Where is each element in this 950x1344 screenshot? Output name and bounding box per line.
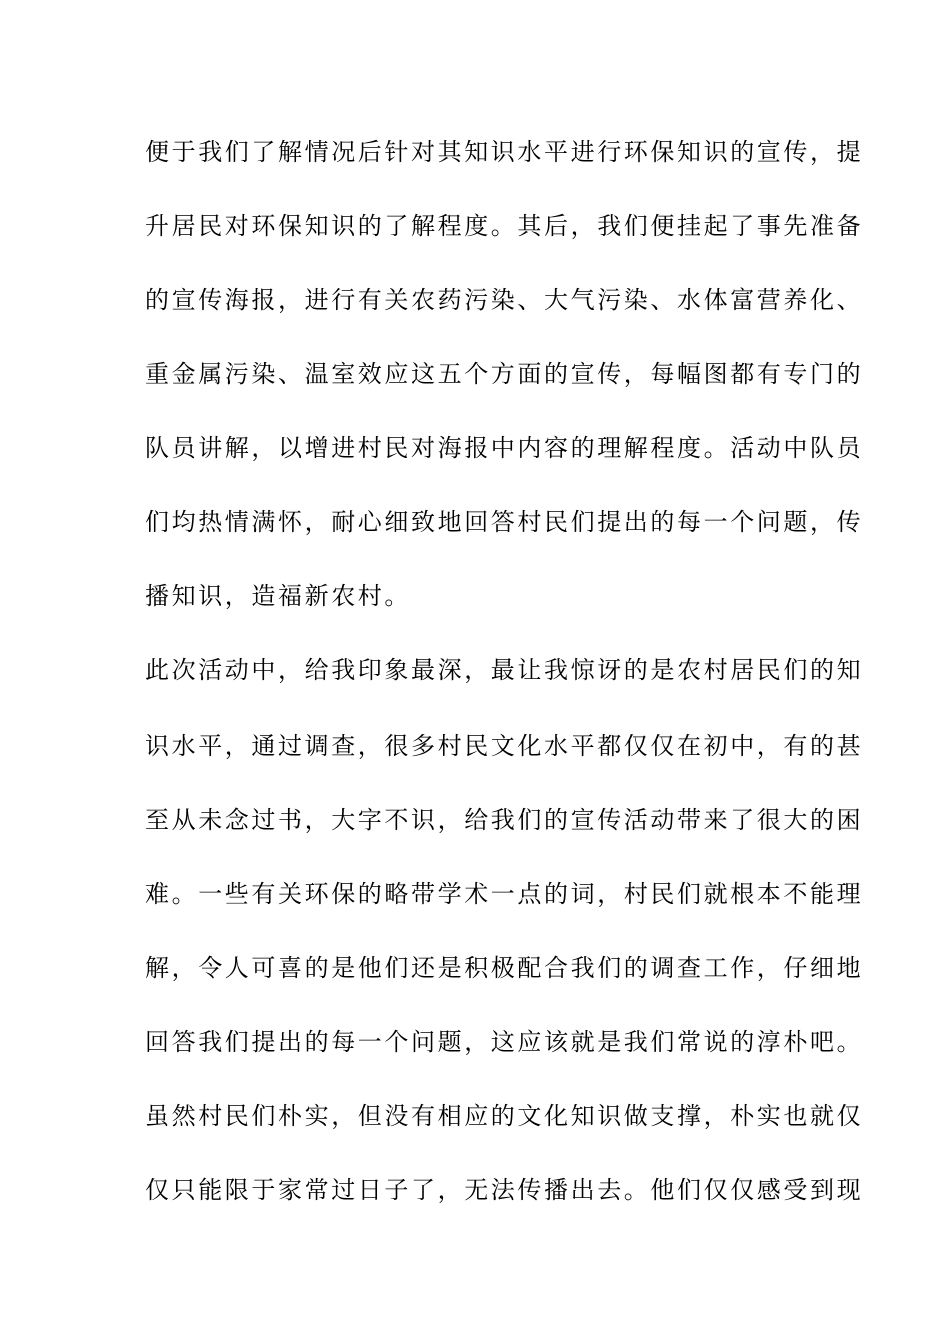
text-line: 播知识，造福新农村。 — [145, 582, 411, 610]
text-line: 重金属污染、温室效应这五个方面的宣传，每幅图都有专门的 — [145, 360, 864, 388]
text-line: 解，令人可喜的是他们还是积极配合我们的调查工作，仔细地 — [145, 954, 864, 982]
text-line: 至从未念过书，大字不识，给我们的宣传活动带来了很大的困 — [145, 806, 864, 834]
text-line: 虽然村民们朴实，但没有相应的文化知识做支撑，朴实也就仅 — [145, 1102, 864, 1130]
text-line: 便于我们了解情况后针对其知识水平进行环保知识的宣传，提 — [145, 138, 864, 166]
text-line: 难。一些有关环保的略带学术一点的词，村民们就根本不能理 — [145, 880, 864, 908]
text-line: 的宣传海报，进行有关农药污染、大气污染、水体富营养化、 — [145, 286, 864, 314]
text-line: 回答我们提出的每一个问题，这应该就是我们常说的淳朴吧。 — [145, 1028, 864, 1056]
text-line: 此次活动中，给我印象最深，最让我惊讶的是农村居民们的知 — [145, 656, 864, 684]
text-line: 们均热情满怀，耐心细致地回答村民们提出的每一个问题，传 — [145, 508, 864, 536]
text-line: 升居民对环保知识的了解程度。其后，我们便挂起了事先准备 — [145, 212, 864, 240]
text-line: 队员讲解，以增进村民对海报中内容的理解程度。活动中队员 — [145, 434, 864, 462]
text-line: 仅只能限于家常过日子了，无法传播出去。他们仅仅感受到现 — [145, 1176, 864, 1204]
text-line: 识水平，通过调查，很多村民文化水平都仅仅在初中，有的甚 — [145, 732, 864, 760]
